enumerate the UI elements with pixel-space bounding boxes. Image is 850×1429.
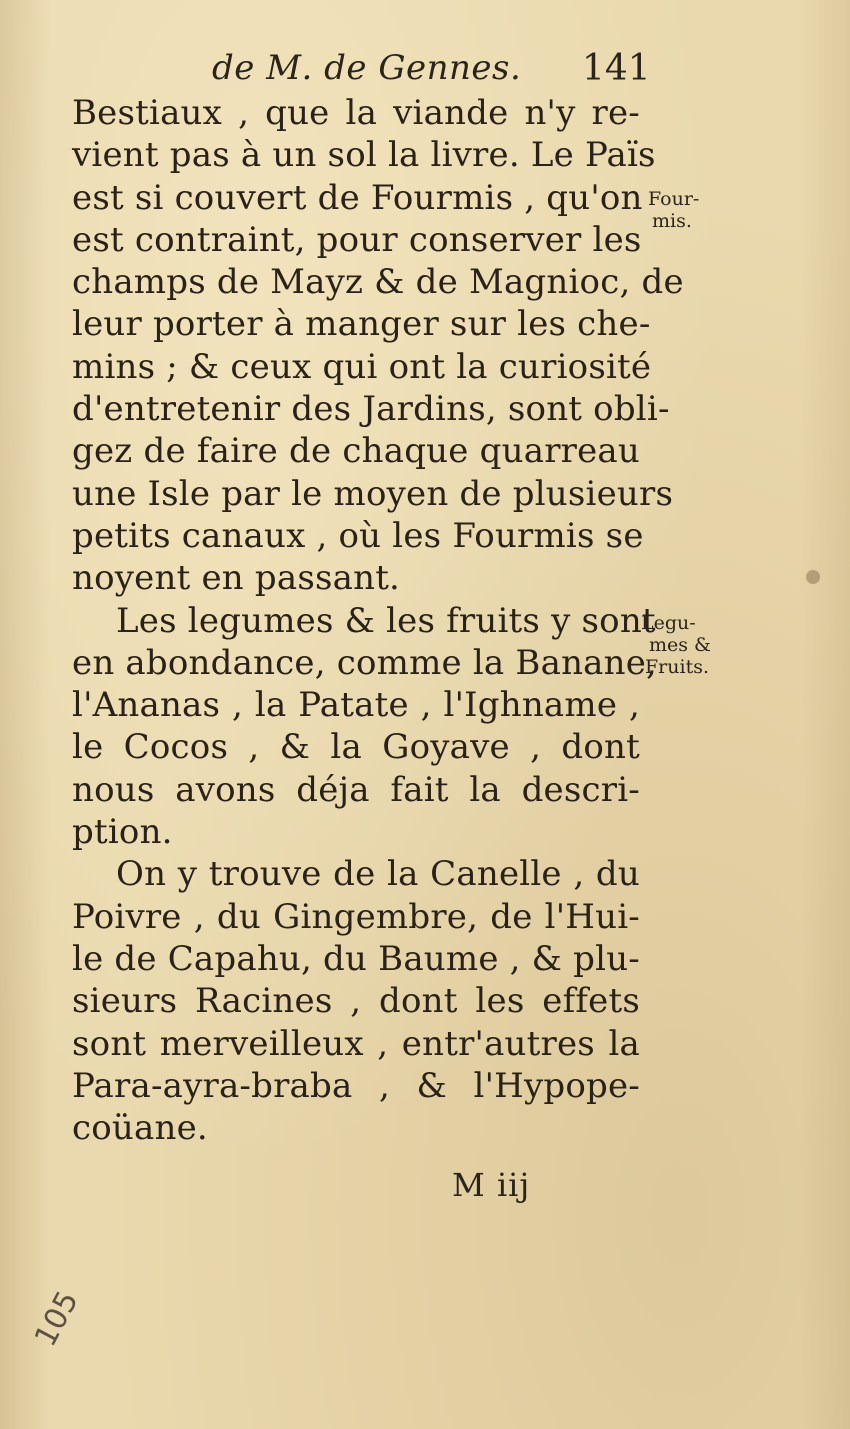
paper-stain: [806, 570, 820, 584]
margin-note-line: Fruits.: [645, 656, 710, 678]
text-line: petits canaux , où les Fourmis se: [72, 515, 644, 556]
margin-note-line: mis.: [652, 210, 692, 232]
text-line: champs de Mayz & de Magnioc, de: [72, 262, 684, 303]
body-text: [72, 92, 684, 1149]
text-line: coüane.: [72, 1108, 208, 1149]
text-line: leur porter à manger sur les che-: [72, 304, 651, 345]
margin-note-fourmis: [648, 188, 699, 232]
margin-note-line: Legu-: [641, 612, 696, 634]
page-number: 141: [582, 48, 651, 89]
margin-note-line: Four-: [648, 188, 700, 210]
running-head: [0, 44, 850, 94]
handwritten-note: 105: [28, 1285, 86, 1353]
text-line: vient pas à un sol la livre. Le Païs: [72, 135, 656, 176]
text-line: Para-ayra-braba , & l'Hypope-: [72, 1065, 640, 1106]
text-line: est contraint, pour conserver les: [72, 219, 642, 260]
text-line: ption.: [72, 812, 173, 853]
running-title: de M. de Gennes.: [212, 48, 522, 88]
text-line: noyent en passant.: [72, 558, 401, 599]
text-line: sont merveilleux , entr'autres la: [72, 1023, 640, 1064]
text-line: nous avons déja fait la descri-: [72, 769, 640, 810]
text-line: en abondance, comme la Banane,: [72, 642, 658, 683]
text-line: le Cocos , & la Goyave , dont: [72, 727, 640, 768]
text-line: gez de faire de chaque quarreau: [72, 431, 640, 472]
text-line: une Isle par le moyen de plusieurs: [72, 473, 674, 514]
text-line: l'Ananas , la Patate , l'Ighname ,: [72, 685, 640, 726]
text-line: mins ; & ceux qui ont la curiosité: [72, 346, 652, 387]
text-line: d'entretenir des Jardins, sont obli-: [72, 389, 670, 430]
text-line: On y trouve de la Canelle , du: [116, 854, 640, 895]
text-line: Les legumes & les fruits y sont: [116, 600, 656, 641]
margin-note-line: mes &: [649, 634, 711, 656]
text-line: Bestiaux , que la viande n'y re-: [72, 93, 640, 133]
text-line: le de Capahu, du Baume , & plu-: [72, 938, 640, 979]
text-line: est si couvert de Fourmis , qu'on: [72, 177, 643, 218]
text-line: sieurs Racines , dont les effets: [72, 981, 640, 1022]
text-line: Poivre , du Gingembre, de l'Hui-: [72, 896, 640, 937]
signature-mark: M iij: [452, 1166, 531, 1204]
margin-note-legumes: [641, 612, 711, 678]
